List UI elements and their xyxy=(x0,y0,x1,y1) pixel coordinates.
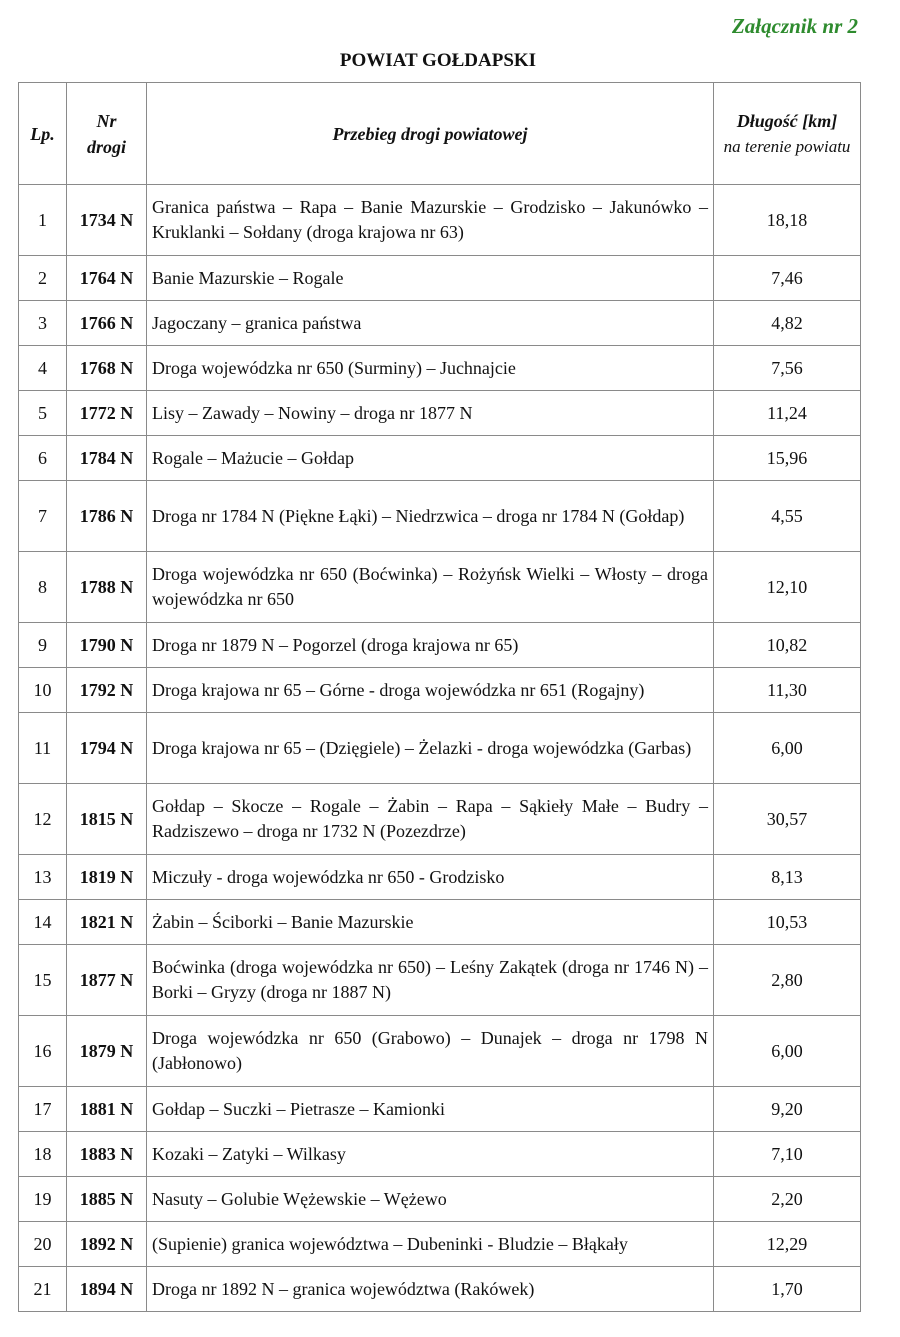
table-row xyxy=(19,1016,861,1087)
header-lp: Lp. xyxy=(19,83,67,185)
cell-length: 7,10 xyxy=(714,1132,861,1177)
cell-route: Rogale – Mażucie – Gołdap xyxy=(147,436,714,481)
cell-route: Boćwinka (droga wojewódzka nr 650) – Leśny Zakątek (droga nr 1746 N) – Borki – Gryzy (droga nr 1887 N) xyxy=(147,945,714,1016)
cell-length: 10,53 xyxy=(714,900,861,945)
table-row xyxy=(19,855,861,900)
cell-route: Żabin – Ściborki – Banie Mazurskie xyxy=(147,900,714,945)
cell-route: Droga krajowa nr 65 – (Dzięgiele) – Żelazki - droga wojewódzka (Garbas) xyxy=(147,713,714,784)
cell-route: Granica państwa – Rapa – Banie Mazurskie – Grodzisko – Jakunówko – Kruklanki – Sołdany (droga krajowa nr 63) xyxy=(147,185,714,256)
cell-route: Droga krajowa nr 65 – Górne - droga wojewódzka nr 651 (Rogajny) xyxy=(147,668,714,713)
table-row xyxy=(19,436,861,481)
cell-lp: 19 xyxy=(19,1177,67,1222)
roads-table xyxy=(18,82,861,1312)
cell-route: Droga nr 1879 N – Pogorzel (droga krajowa nr 65) xyxy=(147,623,714,668)
table-header-row xyxy=(19,83,861,185)
table-row xyxy=(19,1087,861,1132)
cell-length: 11,24 xyxy=(714,391,861,436)
table-row xyxy=(19,945,861,1016)
cell-lp: 5 xyxy=(19,391,67,436)
cell-road-number: 1786 N xyxy=(67,481,147,552)
cell-lp: 12 xyxy=(19,784,67,855)
cell-road-number: 1794 N xyxy=(67,713,147,784)
table-row xyxy=(19,784,861,855)
table-row xyxy=(19,1177,861,1222)
cell-length: 12,29 xyxy=(714,1222,861,1267)
cell-road-number: 1879 N xyxy=(67,1016,147,1087)
cell-route: Banie Mazurskie – Rogale xyxy=(147,256,714,301)
cell-length: 7,56 xyxy=(714,346,861,391)
cell-route: Miczuły - droga wojewódzka nr 650 - Grodzisko xyxy=(147,855,714,900)
cell-lp: 14 xyxy=(19,900,67,945)
cell-road-number: 1877 N xyxy=(67,945,147,1016)
cell-route: Lisy – Zawady – Nowiny – droga nr 1877 N xyxy=(147,391,714,436)
cell-route: Nasuty – Golubie Wężewskie – Wężewo xyxy=(147,1177,714,1222)
cell-road-number: 1885 N xyxy=(67,1177,147,1222)
table-row xyxy=(19,552,861,623)
cell-road-number: 1894 N xyxy=(67,1267,147,1312)
cell-lp: 3 xyxy=(19,301,67,346)
cell-route: Gołdap – Suczki – Pietrasze – Kamionki xyxy=(147,1087,714,1132)
cell-road-number: 1892 N xyxy=(67,1222,147,1267)
cell-lp: 2 xyxy=(19,256,67,301)
table-row xyxy=(19,346,861,391)
annex-label: Załącznik nr 2 xyxy=(731,14,858,38)
cell-road-number: 1772 N xyxy=(67,391,147,436)
cell-route: Droga wojewódzka nr 650 (Boćwinka) – Rożyńsk Wielki – Włosty – droga wojewódzka nr 650 xyxy=(147,552,714,623)
cell-lp: 13 xyxy=(19,855,67,900)
cell-length: 2,80 xyxy=(714,945,861,1016)
cell-length: 8,13 xyxy=(714,855,861,900)
header-nr xyxy=(67,83,147,185)
cell-length: 4,82 xyxy=(714,301,861,346)
cell-road-number: 1790 N xyxy=(67,623,147,668)
cell-length: 1,70 xyxy=(714,1267,861,1312)
cell-lp: 1 xyxy=(19,185,67,256)
cell-road-number: 1819 N xyxy=(67,855,147,900)
cell-lp: 6 xyxy=(19,436,67,481)
table-row xyxy=(19,301,861,346)
cell-lp: 16 xyxy=(19,1016,67,1087)
table-row xyxy=(19,900,861,945)
cell-route: Kozaki – Zatyki – Wilkasy xyxy=(147,1132,714,1177)
table-row xyxy=(19,623,861,668)
cell-road-number: 1788 N xyxy=(67,552,147,623)
cell-road-number: 1792 N xyxy=(67,668,147,713)
cell-lp: 9 xyxy=(19,623,67,668)
cell-length: 2,20 xyxy=(714,1177,861,1222)
cell-lp: 10 xyxy=(19,668,67,713)
cell-route: Jagoczany – granica państwa xyxy=(147,301,714,346)
cell-lp: 20 xyxy=(19,1222,67,1267)
table-row xyxy=(19,713,861,784)
cell-lp: 21 xyxy=(19,1267,67,1312)
table-row xyxy=(19,481,861,552)
cell-length: 6,00 xyxy=(714,1016,861,1087)
cell-lp: 11 xyxy=(19,713,67,784)
cell-route: Droga nr 1892 N – granica województwa (Rakówek) xyxy=(147,1267,714,1312)
cell-length: 12,10 xyxy=(714,552,861,623)
header-route: Przebieg drogi powiatowej xyxy=(147,83,714,185)
table-row xyxy=(19,1132,861,1177)
cell-length: 10,82 xyxy=(714,623,861,668)
cell-route: (Supienie) granica województwa – Dubeninki - Bludzie – Błąkały xyxy=(147,1222,714,1267)
header-length xyxy=(714,83,861,185)
table-row xyxy=(19,668,861,713)
cell-road-number: 1881 N xyxy=(67,1087,147,1132)
cell-road-number: 1766 N xyxy=(67,301,147,346)
header-nr-label: Nr drogi xyxy=(86,110,126,157)
cell-length: 30,57 xyxy=(714,784,861,855)
cell-road-number: 1768 N xyxy=(67,346,147,391)
cell-road-number: 1883 N xyxy=(67,1132,147,1177)
cell-route: Gołdap – Skocze – Rogale – Żabin – Rapa – Sąkieły Małe – Budry – Radziszewo – droga nr 1732 N (Pozezdrze) xyxy=(147,784,714,855)
cell-lp: 7 xyxy=(19,481,67,552)
cell-length: 9,20 xyxy=(714,1087,861,1132)
cell-road-number: 1734 N xyxy=(67,185,147,256)
cell-length: 4,55 xyxy=(714,481,861,552)
cell-lp: 15 xyxy=(19,945,67,1016)
table-row xyxy=(19,256,861,301)
cell-length: 11,30 xyxy=(714,668,861,713)
header-length-label: Długość [km] xyxy=(736,110,838,131)
cell-road-number: 1815 N xyxy=(67,784,147,855)
cell-lp: 4 xyxy=(19,346,67,391)
cell-length: 6,00 xyxy=(714,713,861,784)
cell-length: 18,18 xyxy=(714,185,861,256)
cell-lp: 8 xyxy=(19,552,67,623)
cell-length: 15,96 xyxy=(714,436,861,481)
cell-road-number: 1764 N xyxy=(67,256,147,301)
table-row xyxy=(19,1267,861,1312)
cell-lp: 17 xyxy=(19,1087,67,1132)
table-row xyxy=(19,391,861,436)
cell-length: 7,46 xyxy=(714,256,861,301)
cell-route: Droga wojewódzka nr 650 (Surminy) – Juchnajcie xyxy=(147,346,714,391)
cell-road-number: 1784 N xyxy=(67,436,147,481)
cell-road-number: 1821 N xyxy=(67,900,147,945)
document-title: POWIAT GOŁDAPSKI xyxy=(339,50,537,71)
cell-lp: 18 xyxy=(19,1132,67,1177)
table-row xyxy=(19,185,861,256)
table-row xyxy=(19,1222,861,1267)
cell-route: Droga wojewódzka nr 650 (Grabowo) – Dunajek – droga nr 1798 N (Jabłonowo) xyxy=(147,1016,714,1087)
cell-route: Droga nr 1784 N (Piękne Łąki) – Niedrzwica – droga nr 1784 N (Gołdap) xyxy=(147,481,714,552)
header-length-sub: na terenie powiatu xyxy=(723,136,851,156)
